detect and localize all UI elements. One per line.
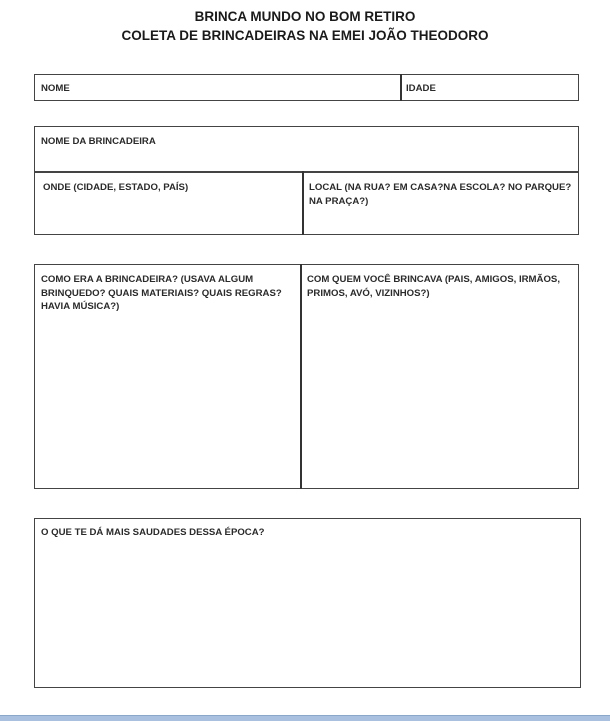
- como-era-field[interactable]: COMO ERA A BRINCADEIRA? (USAVA ALGUM BRINQUEDO? QUAIS MATERIAIS? QUAIS REGRAS? HAVIA MÚSICA?): [41, 274, 282, 312]
- nome-field[interactable]: NOME: [41, 83, 70, 94]
- idade-field[interactable]: IDADE: [406, 83, 436, 94]
- saudades-field[interactable]: O QUE TE DÁ MAIS SAUDADES DESSA ÉPOCA?: [41, 527, 265, 538]
- nome-brincadeira-field[interactable]: NOME DA BRINCADEIRA: [41, 136, 156, 147]
- brincadeira-divider: [34, 171, 579, 173]
- form-title: BRINCA MUNDO NO BOM RETIRO: [194, 9, 416, 24]
- saudades-box: [34, 518, 581, 688]
- nome-idade-divider: [400, 74, 402, 101]
- onde-local-divider: [302, 171, 304, 235]
- nome-idade-box: [34, 74, 579, 101]
- local-field[interactable]: LOCAL (NA RUA? EM CASA?NA ESCOLA? NO PARQUE? NA PRAÇA?): [309, 182, 572, 207]
- com-quem-field[interactable]: COM QUEM VOCÊ BRINCAVA (PAIS, AMIGOS, IRMÃOS, PRIMOS, AVÓ, VIZINHOS?): [307, 274, 560, 299]
- detalhes-divider: [300, 264, 302, 489]
- window-bottom-bar: [0, 715, 610, 721]
- onde-field[interactable]: ONDE (CIDADE, ESTADO, PAÍS): [43, 182, 189, 193]
- form-subtitle: COLETA DE BRINCADEIRAS NA EMEI JOÃO THEODORO: [121, 28, 489, 43]
